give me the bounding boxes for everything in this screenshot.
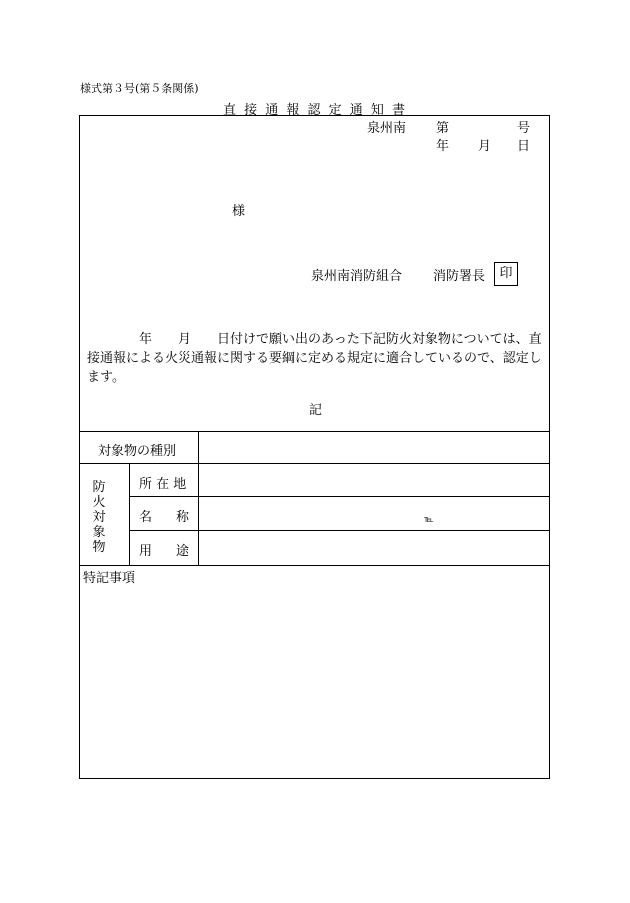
body-paragraph — [87, 330, 547, 387]
sender-position: 消防署長 — [433, 269, 486, 284]
row-line-2 — [129, 496, 550, 497]
column-line-group — [129, 463, 130, 565]
column-line-label — [198, 431, 199, 565]
tel-label: ℡ — [424, 515, 434, 525]
issue-month-label: 月 — [478, 139, 492, 154]
recipient-honorific: 様 — [232, 204, 246, 219]
target-type-label: 対象物の種別 — [98, 444, 177, 459]
number-suffix: 号 — [517, 121, 531, 136]
body-text: 日付けで願い出のあった下記防火対象物については、直接通報による火災通報に関する要綱に定める規定に適合しているので、認定します。 — [87, 332, 542, 385]
body-year-label: 年 — [139, 332, 153, 347]
use-label-first: 用 — [139, 544, 153, 559]
name-label-first: 名 — [139, 510, 153, 525]
document-title: 直 接 通 報 認 定 通 知 書 — [222, 103, 408, 118]
fire-prevention-object-label: 防火対象物 — [92, 480, 106, 555]
issue-day-label: 日 — [517, 139, 531, 154]
body-month-label: 月 — [178, 332, 192, 347]
seal-box: 印 — [494, 262, 518, 286]
name-label-second: 称 — [176, 510, 190, 525]
address-label: 所 在 地 — [139, 477, 187, 492]
sender-organization: 泉州南消防組合 — [311, 269, 403, 284]
row-line-1 — [79, 463, 550, 464]
use-label-second: 途 — [176, 544, 190, 559]
table-top-line — [79, 431, 550, 432]
row-line-3 — [129, 530, 550, 531]
form-number-label: 様式第３号(第５条関係) — [80, 82, 199, 95]
special-notes-label: 特記事項 — [83, 571, 136, 586]
number-prefix: 第 — [436, 121, 450, 136]
issuer-prefix: 泉州南 — [367, 121, 407, 136]
issue-year-label: 年 — [436, 139, 450, 154]
ki-label: 記 — [309, 403, 323, 418]
table-bottom-line — [79, 565, 550, 566]
